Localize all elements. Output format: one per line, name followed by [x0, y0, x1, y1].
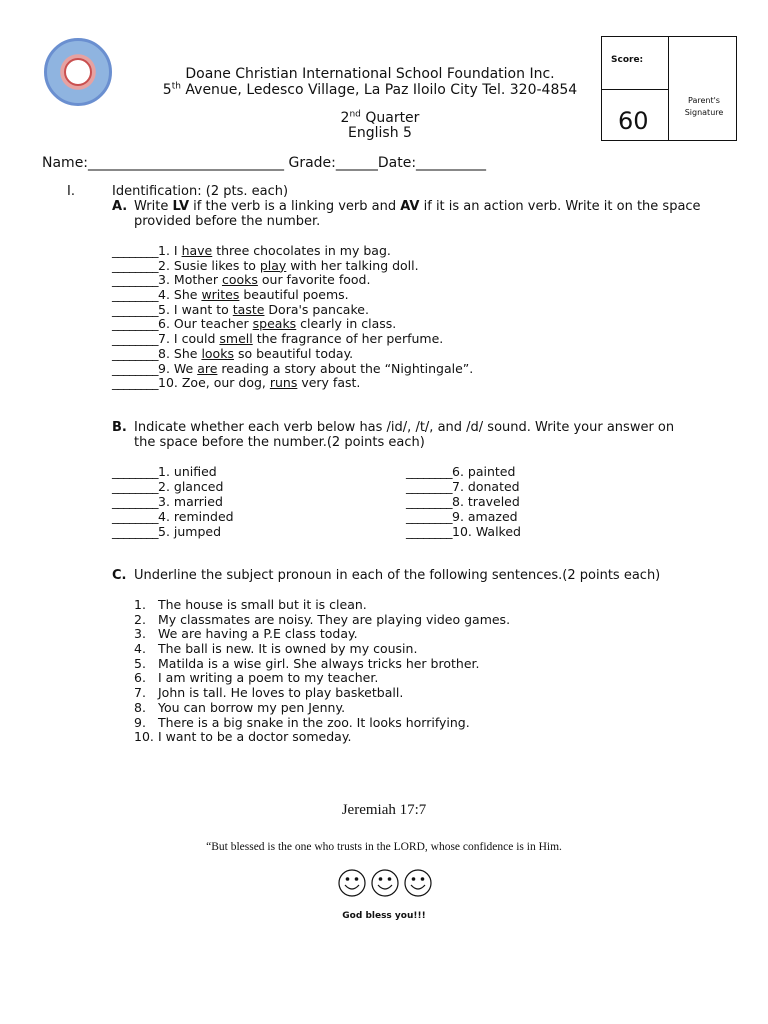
item-number: 7. — [158, 331, 170, 347]
answer-blank[interactable]: ________ — [112, 316, 158, 332]
item-text: I could — [169, 331, 220, 347]
sentence-text[interactable]: There is a big snake in the zoo. It looks horrifying. — [158, 714, 470, 730]
verb-item: 3. married — [158, 494, 223, 509]
answer-blank[interactable]: ________ — [406, 464, 452, 479]
underlined-verb: speaks — [252, 316, 297, 332]
sentence-text[interactable]: Matilda is a wise girl. She always tricks her brother. — [158, 655, 480, 671]
answer-blank[interactable]: ________ — [406, 494, 452, 509]
score-label: Score: — [611, 55, 644, 65]
part-b-item — [406, 494, 521, 509]
item-number: 8. — [158, 345, 170, 361]
underlined-verb: smell — [219, 331, 253, 347]
item-text: our favorite food. — [257, 272, 371, 288]
item-text: Our teacher — [169, 316, 253, 332]
part-b-letter: B. — [112, 420, 127, 435]
answer-blank[interactable]: ________ — [112, 243, 158, 258]
sentence-text[interactable]: The house is small but it is clean. — [158, 597, 367, 612]
part-a-item — [112, 258, 473, 273]
smiley-face-icon — [405, 870, 431, 896]
part-a-item — [112, 331, 473, 346]
item-number: 7. — [134, 685, 146, 701]
sentence-text[interactable]: I am writing a poem to my teacher. — [158, 670, 379, 686]
part-b-item — [406, 509, 521, 524]
verse-text: “But blessed is the one who trusts in the LORD, whose confidence is in Him. — [206, 841, 562, 853]
underlined-verb: writes — [201, 287, 240, 303]
score-total: 60 — [618, 107, 649, 135]
part-c-item — [134, 685, 510, 700]
part-b-left-column — [112, 464, 234, 539]
sentence-text[interactable]: John is tall. He loves to play basketball. — [158, 685, 404, 701]
score-box-divider — [602, 89, 668, 90]
answer-blank[interactable]: ________ — [112, 272, 158, 288]
item-text: Mother — [169, 272, 222, 288]
part-c-item — [134, 626, 510, 641]
part-b-instruction: Indicate whether each verb below has /id/, /t/, and /d/ sound. Write your answer on — [134, 420, 675, 435]
part-b-item — [112, 479, 234, 494]
answer-blank[interactable]: ________ — [112, 301, 158, 317]
item-number: 3. — [158, 272, 170, 288]
part-b-instruction-line2: the space before the number.(2 points each) — [134, 435, 425, 450]
item-text: clearly in class. — [296, 316, 397, 332]
score-box-divider — [668, 37, 669, 140]
underlined-verb: are — [197, 360, 218, 376]
item-number: 2. — [158, 257, 170, 273]
school-address: 5th Avenue, Ledesco Village, La Paz Iloilo City Tel. 320-4854 — [162, 81, 578, 98]
item-number: 5. — [134, 655, 146, 671]
item-text: She — [169, 287, 202, 303]
verb-item: 9. amazed — [452, 509, 518, 524]
item-number: 6. — [158, 316, 170, 332]
verb-item: 1. unified — [158, 464, 217, 479]
part-b-item — [112, 524, 234, 539]
part-a-letter: A. — [112, 199, 128, 214]
verb-item: 6. painted — [452, 464, 516, 479]
part-c-letter: C. — [112, 568, 127, 583]
part-b-item — [406, 464, 521, 479]
item-number: 10. — [134, 729, 154, 745]
item-number: 4. — [158, 287, 170, 303]
item-number: 9. — [158, 360, 170, 376]
quarter-label: 2nd Quarter — [340, 109, 420, 126]
sentence-text[interactable]: I want to be a doctor someday. — [158, 729, 352, 745]
answer-blank[interactable]: ________ — [112, 494, 158, 509]
underlined-verb: have — [181, 243, 213, 258]
underlined-verb: looks — [201, 345, 234, 361]
item-number: 1. — [134, 597, 146, 612]
smiley-face-icon — [372, 870, 398, 896]
part-a-item — [112, 346, 473, 361]
section-numeral: I. — [67, 184, 75, 199]
sentence-text[interactable]: We are having a P.E class today. — [158, 626, 358, 642]
logo-emblem — [64, 58, 92, 86]
subject-label: English 5 — [348, 125, 412, 141]
part-b-right-column — [406, 464, 521, 539]
answer-blank[interactable]: ________ — [406, 479, 452, 494]
part-c-item — [134, 670, 510, 685]
part-a-item — [112, 243, 473, 258]
answer-blank[interactable]: ________ — [406, 509, 452, 524]
item-number: 2. — [134, 611, 146, 627]
part-c-item — [134, 700, 510, 715]
item-text: very fast. — [297, 375, 361, 391]
answer-blank[interactable]: ________ — [112, 257, 158, 273]
part-c-items — [134, 597, 510, 744]
answer-blank[interactable]: ________ — [112, 509, 158, 524]
item-number: 8. — [134, 699, 146, 715]
part-a-item — [112, 375, 473, 390]
answer-blank[interactable]: ________ — [112, 464, 158, 479]
part-b-item — [406, 479, 521, 494]
item-text: three chocolates in my bag. — [212, 243, 391, 258]
part-a-instruction-line2: provided before the number. — [134, 214, 321, 229]
part-c-item — [134, 597, 510, 612]
item-text: the fragrance of her perfume. — [252, 331, 444, 347]
sentence-text[interactable]: My classmates are noisy. They are playing video games. — [158, 611, 511, 627]
underlined-verb: taste — [232, 301, 265, 317]
item-number: 3. — [134, 626, 146, 642]
item-text: She — [169, 345, 202, 361]
part-c-item — [134, 715, 510, 730]
answer-blank[interactable]: ________ — [112, 360, 158, 376]
item-text: beautiful poems. — [239, 287, 349, 303]
item-number: 4. — [134, 641, 146, 657]
item-text: Dora's pancake. — [264, 301, 369, 317]
verb-item: 2. glanced — [158, 479, 224, 494]
part-b-item — [112, 509, 234, 524]
underlined-verb: cooks — [221, 272, 258, 288]
answer-blank[interactable]: ________ — [112, 345, 158, 361]
item-number: 9. — [134, 714, 146, 730]
underlined-verb: play — [259, 257, 287, 273]
verb-item: 8. traveled — [452, 494, 520, 509]
part-c-item — [134, 612, 510, 627]
item-text: I want to — [169, 301, 233, 317]
part-c-item — [134, 729, 510, 744]
part-a-instruction: Write LV if the verb is a linking verb and AV if it is an action verb. Write it on the space — [134, 199, 701, 214]
part-c-instruction: Underline the subject pronoun in each of the following sentences.(2 points each) — [134, 568, 661, 583]
parent-signature-label: Parent's Signature — [684, 96, 724, 117]
smiley-faces — [337, 868, 433, 898]
item-number: 6. — [134, 670, 146, 686]
answer-blank[interactable]: ________ — [112, 287, 158, 303]
item-number: 10. — [158, 375, 178, 391]
item-number: 5. — [158, 301, 170, 317]
item-text: so beautiful today. — [233, 345, 354, 361]
item-text: Susie likes to — [169, 257, 260, 273]
answer-blank[interactable]: ________ — [112, 479, 158, 494]
verb-item: 7. donated — [452, 479, 520, 494]
underlined-verb: runs — [269, 375, 298, 391]
verse-reference: Jeremiah 17:7 — [341, 802, 427, 818]
part-b-item — [406, 524, 521, 539]
blessing-text: God bless you!!! — [342, 911, 426, 921]
answer-blank[interactable]: ________ — [112, 375, 158, 391]
part-b-item — [112, 464, 234, 479]
verb-item: 10. Walked — [452, 524, 521, 539]
verb-item: 4. reminded — [158, 509, 234, 524]
item-text: We — [169, 360, 198, 376]
part-a-item — [112, 361, 473, 376]
school-logo — [44, 38, 112, 106]
verb-item: 5. jumped — [158, 524, 222, 539]
school-name: Doane Christian International School Foundation Inc. — [185, 66, 555, 82]
item-text: with her talking doll. — [286, 257, 419, 273]
answer-blank[interactable]: ________ — [112, 524, 158, 539]
part-a-items — [112, 243, 473, 390]
sentence-text[interactable]: You can borrow my pen Jenny. — [158, 699, 346, 715]
score-box — [601, 36, 737, 141]
school-header — [120, 66, 620, 98]
part-a-item — [112, 287, 473, 302]
answer-blank[interactable]: ________ — [406, 524, 452, 539]
item-text: I — [169, 243, 182, 258]
item-number: 1. — [158, 243, 170, 258]
section-title: Identification: (2 pts. each) — [112, 184, 289, 199]
item-text: reading a story about the “Nightingale”. — [217, 360, 474, 376]
answer-blank[interactable]: ________ — [112, 331, 158, 347]
part-a-item — [112, 316, 473, 331]
student-info-line: Name:____________________________ Grade:______Date:__________ — [42, 155, 487, 171]
item-text: Zoe, our dog, — [177, 375, 270, 391]
part-c-item — [134, 656, 510, 671]
part-a-item — [112, 272, 473, 287]
sentence-text[interactable]: The ball is new. It is owned by my cousin. — [158, 641, 418, 657]
part-b-item — [112, 494, 234, 509]
part-c-item — [134, 641, 510, 656]
smiley-face-icon — [339, 870, 365, 896]
part-a-item — [112, 302, 473, 317]
